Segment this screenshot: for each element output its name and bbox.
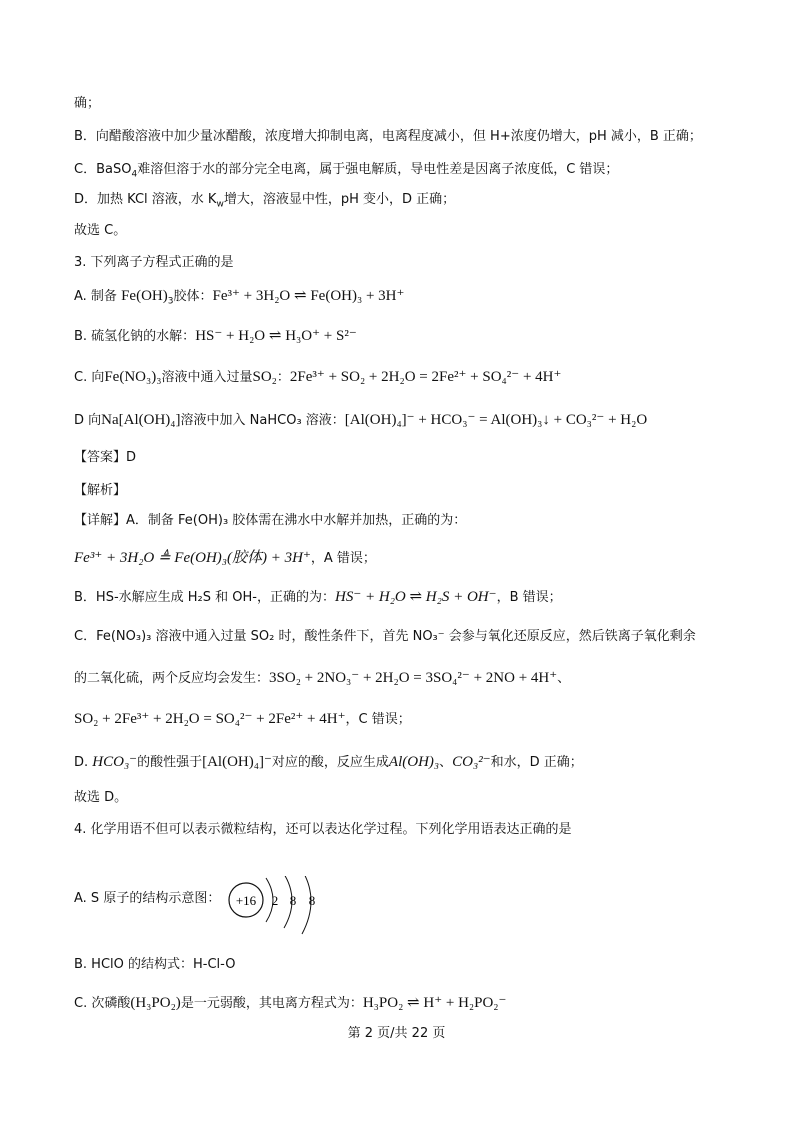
text-seg: 对应的酸，反应生成 [271, 755, 389, 770]
option-a [74, 286, 404, 312]
equation: HS⁻ + H₂O ⇌ H₃O⁺ + S²⁻ [195, 328, 357, 344]
formula: Al(OH)₃ [388, 754, 440, 770]
option-b [74, 326, 357, 347]
text-seg: D. [74, 755, 93, 770]
answer-label: 【答案】D [74, 450, 137, 465]
formula: Na[Al(OH)₄] [101, 412, 181, 428]
formula: (H₃PO₂) [130, 995, 181, 1011]
text-line [74, 587, 562, 608]
text-seg: 是一元弱酸，其电离方程式为： [180, 996, 363, 1011]
formula: CO₃²⁻ [452, 754, 491, 770]
text-seg: D 向 [74, 413, 102, 428]
text-line [74, 752, 583, 773]
equation: [Al(OH)₄]⁻ + HCO₃⁻ = Al(OH)₃↓ + CO₃²⁻ + H₂O [344, 412, 648, 428]
question-4-stem: 4. 化学用语不但可以表示微粒结构，还可以表达化学过程。下列化学用语表达正确的是 [74, 822, 572, 837]
text-line: B．向醋酸溶液中加少量冰醋酸，浓度增大抑制电离，电离程度减小，但 H+浓度仍增大，pH 减小，B 正确； [74, 129, 702, 144]
text-line: 确； [74, 96, 101, 111]
equation: HS⁻ + H₂O ⇌ H₂S + OH⁻ [334, 589, 497, 605]
text-seg: 的酸性强于 [137, 755, 203, 770]
equation: Fe³⁺ + 3H₂O ⇌ Fe(OH)₃ + 3H⁺ [212, 288, 405, 304]
formula: HCO₃⁻ [92, 754, 138, 770]
formula: Fe(OH) [121, 288, 168, 304]
text-seg: A. 制备 [74, 289, 117, 304]
text-line: 故选 C。 [74, 223, 127, 238]
option-a: A. S 原子的结构示意图： [74, 891, 221, 906]
shell-electrons: 8 [308, 893, 316, 908]
equation: Fe³⁺ + 3H₂O ≜ Fe(OH)₃(胶体) + 3H⁺ [74, 550, 311, 566]
shell-electrons: 2 [271, 893, 279, 908]
text-line [74, 160, 618, 185]
text-seg: D．加热 KCl 溶液，水 K [74, 192, 217, 207]
text-seg: 和水，D 正确； [490, 755, 583, 770]
option-c [74, 367, 561, 388]
formula: Fe(NO₃)₃ [104, 369, 162, 385]
formula: SO₂ [252, 369, 277, 385]
text-seg: 溶液中加入 NaHCO₃ 溶液： [180, 413, 345, 428]
equation: 2Fe³⁺ + SO₂ + 2H₂O = 2Fe²⁺ + SO₄²⁻ + 4H⁺ [289, 369, 562, 385]
text-seg: ，B 错误； [496, 590, 562, 605]
question-3-stem: 3. 下列离子方程式正确的是 [74, 255, 234, 270]
text-line [74, 190, 455, 215]
text-seg: 增大，溶液显中性，pH 变小，D 正确； [223, 192, 456, 207]
text-seg: B. 硫氢化钠的水解： [74, 329, 196, 344]
text-line [74, 709, 411, 730]
option-d [74, 410, 647, 431]
text-seg: ，C 错误； [345, 712, 411, 727]
text-line [74, 548, 376, 569]
text-seg: C．BaSO [74, 162, 132, 177]
equation: H₃PO₂ ⇌ H⁺ + H₂PO₂⁻ [362, 995, 507, 1011]
subscript: 4 [131, 169, 138, 180]
text-seg: ，A 错误； [310, 551, 376, 566]
text-line: C．Fe(NO₃)₃ 溶液中通入过量 SO₂ 时，酸性条件下，首先 NO₃⁻ 会参与氧化还原反应，然后铁离子氧化剩余 [74, 629, 696, 644]
text-seg: 的二氧化硫，两个反应均会发生： [74, 671, 270, 686]
text-seg: C. 次磷酸 [74, 996, 131, 1011]
text-seg: 难溶但溶于水的部分完全电离，属于强电解质，导电性差是因离子浓度低，C 错误； [137, 162, 619, 177]
text-seg: 、 [557, 671, 571, 686]
subscript: 3 [167, 296, 174, 307]
text-line [74, 668, 570, 689]
option-c [74, 993, 506, 1014]
equation: 3SO₂ + 2NO₃⁻ + 2H₂O = 3SO₄²⁻ + 2NO + 4H⁺ [269, 670, 558, 686]
subscript: w [216, 199, 224, 210]
analysis-label: 【解析】 [74, 483, 127, 498]
text-seg: B．HS-水解应生成 H₂S 和 OH-，正确的为： [74, 590, 335, 605]
text-seg: 、 [439, 755, 453, 770]
text-seg: ： [276, 370, 290, 385]
option-b: B. HClO 的结构式：H-Cl-O [74, 957, 236, 972]
formula: [Al(OH)₄]⁻ [202, 754, 272, 770]
text-line: 故选 D。 [74, 790, 128, 805]
shell-electrons: 8 [289, 893, 297, 908]
equation: SO₂ + 2Fe³⁺ + 2H₂O = SO₄²⁻ + 2Fe²⁺ + 4H⁺ [74, 711, 346, 727]
page-footer: 第 2 页/共 22 页 [347, 1026, 446, 1041]
text-seg: 胶体： [173, 289, 213, 304]
atom-structure-diagram [226, 876, 326, 946]
nucleus-charge: +16 [235, 893, 257, 908]
text-seg: C. 向 [74, 370, 105, 385]
text-seg: 溶液中通入过量 [161, 370, 253, 385]
text-line: 【详解】A．制备 Fe(OH)₃ 胶体需在沸水中水解并加热，正确的为： [74, 513, 467, 528]
